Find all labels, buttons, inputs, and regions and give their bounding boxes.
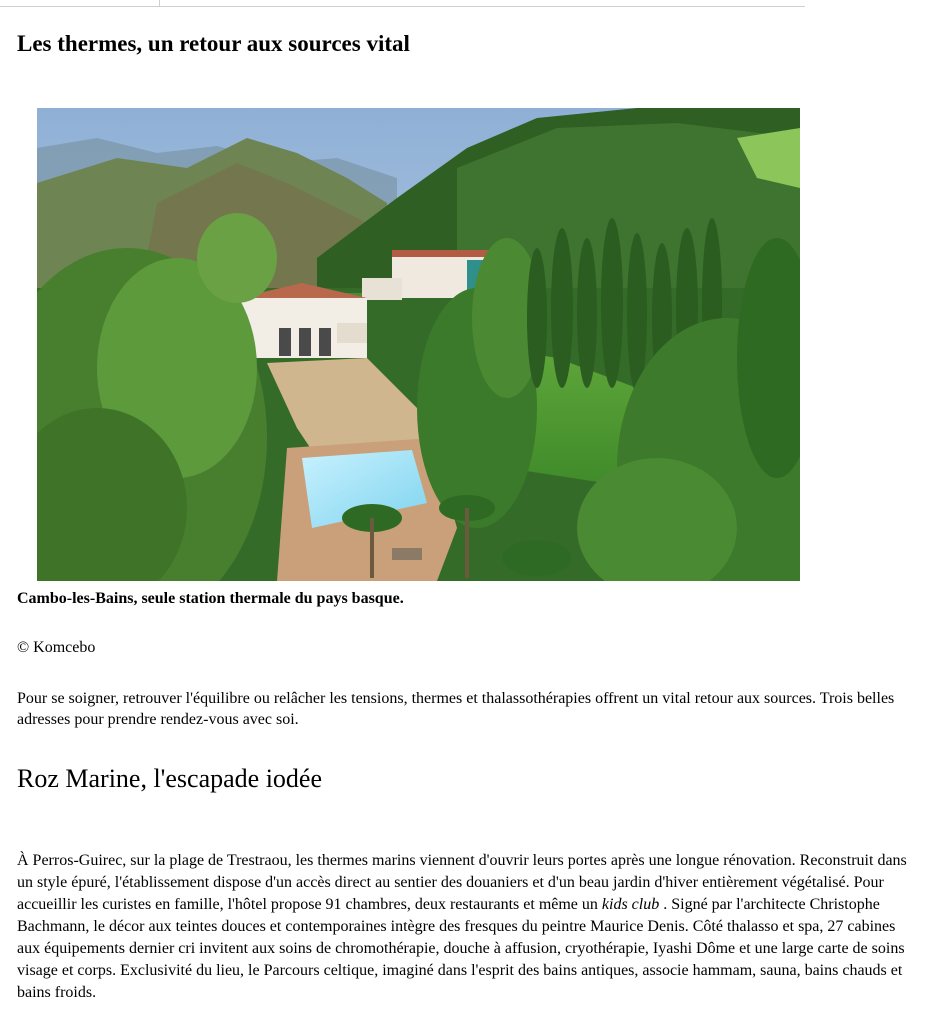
section-body [17, 850, 922, 1004]
photo-credit: © Komcebo [17, 639, 96, 656]
section-body-part1: À Perros-Guirec, sur la plage de Trestraou, les thermes marins viennent d'ouvrir leurs portes après une longue rénovation. Reconstruit dans un style épuré, l'établissement dispose d'un accès direct au sentier des douaniers et d'un beau jardin d'hiver entièrement végétalisé. Pour accueillir les curistes en famille, l'hôtel propose 91 chambres, deux restaurants et même un [17, 852, 907, 913]
article-intro: Pour se soigner, retrouver l'équilibre ou relâcher les tensions, thermes et thalassothérapies offrent un vital retour aux sources. Trois belles adresses pour prendre rendez-vous avec soi. [17, 690, 895, 728]
article-title: Les thermes, un retour aux sources vital [17, 31, 410, 56]
top-divider-tick [159, 0, 160, 6]
section-body-part2: . Signé par l'architecte Christophe Bachmann, le décor aux teintes douces et contemporaines intègre des fresques du peintre Maurice Denis. Côté thalasso et spa, 27 cabines aux équipements dernier cri invitent aux soins de chromothérapie, douche à affusion, cryothérapie, Iyashi Dôme et une large carte de soins visage et corps. Exclusivité du lieu, le Parcours celtique, imaginé dans l'esprit des bains antiques, associe hammam, sauna, bains chauds et bains froids. [17, 896, 905, 1001]
photo-caption: Cambo-les-Bains, seule station thermale du pays basque. [17, 590, 404, 607]
section-title: Roz Marine, l'escapade iodée [17, 764, 322, 793]
top-divider [0, 0, 805, 7]
section-body-emphasis: kids club [601, 896, 660, 913]
landscape-photo-icon [37, 108, 800, 581]
